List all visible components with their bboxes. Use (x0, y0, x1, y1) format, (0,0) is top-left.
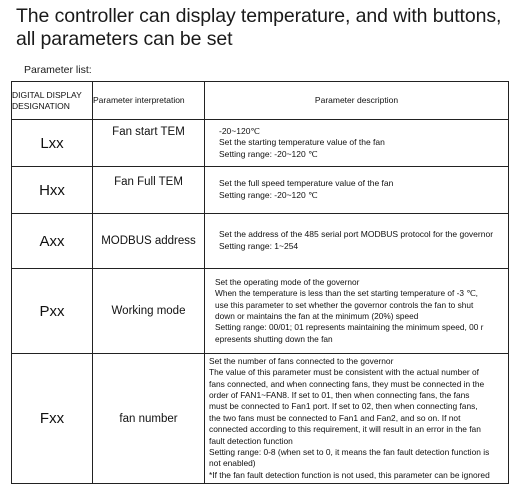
description-line: Set the starting temperature value of the fan (219, 137, 385, 148)
description-line: order of FAN1~FAN8. If set to 01, then when connecting fans, the fans (209, 389, 470, 400)
table-row (12, 354, 509, 484)
page-heading-line-1: The controller can display temperature, and with buttons, (16, 5, 502, 27)
header-display-line-1: DIGITAL DISPLAY (12, 89, 82, 100)
description-line: The value of this parameter must be consistent with the actual number of (209, 367, 479, 378)
description-line: fault detection function (209, 435, 293, 446)
description-line: Setting range: -20~120 ℃ (219, 190, 318, 200)
param-code: Pxx (12, 269, 93, 354)
param-code: Fxx (12, 354, 93, 484)
description-line: must be connected to Fan1 port. If set to 02, then when connecting fans, (209, 401, 478, 412)
header-display-designation (12, 82, 93, 120)
description-line: use this parameter to set whether the governor controls the fan to shut (215, 299, 474, 310)
param-description (205, 269, 509, 354)
description-line: Set the number of fans connected to the governor (209, 355, 394, 366)
param-code: Lxx (12, 120, 93, 167)
param-interpretation: Working mode (93, 269, 205, 354)
parameter-list-label: Parameter list: (24, 64, 92, 76)
parameter-table (11, 81, 509, 484)
table-row (12, 167, 509, 214)
description-line: not enabled) (209, 458, 256, 469)
description-line: Setting range: -20~120 ℃ (219, 148, 318, 159)
description-line: Set the operating mode of the governor (215, 276, 360, 287)
table-header-row (12, 82, 509, 120)
description-line: down or maintains the fan at the minimum (20%) speed (215, 311, 419, 321)
description-line: epresents shutting down the fan (215, 333, 333, 344)
description-line: connected according to this requirement, it will result in an error in the fan (209, 424, 481, 435)
description-line: the two fans must be connected to Fan1 and Fan2, and so on. If not (209, 412, 461, 423)
header-description: Parameter description (205, 82, 509, 120)
description-line: When the temperature is less than the set starting temperature of -3 ℃, (215, 288, 478, 299)
param-code: Axx (12, 214, 93, 269)
param-description (205, 354, 509, 484)
description-line: Set the full speed temperature value of the fan (219, 178, 394, 189)
param-code: Hxx (12, 167, 93, 214)
description-line: *If the fan fault detection function is not used, this parameter can be ignored (209, 469, 490, 480)
param-description (205, 167, 509, 214)
param-description (205, 120, 509, 167)
description-line: Setting range: 1~254 (219, 241, 299, 251)
description-line: Set the address of the 485 serial port MODBUS protocol for the governor (219, 229, 494, 240)
param-interpretation: fan number (93, 354, 205, 484)
param-interpretation: MODBUS address (93, 214, 205, 269)
table-row (12, 214, 509, 269)
page-heading (16, 5, 516, 51)
header-display-line-2: DESIGNATION (12, 100, 70, 111)
description-line: Setting range: 0-8 (when set to 0, it means the fan fault detection function is (209, 447, 490, 458)
description-line: fans connected, and when connecting fans, they must be connected in the (209, 378, 485, 389)
header-interpretation: Parameter interpretation (93, 82, 205, 120)
page-heading-line-2: all parameters can be set (16, 28, 233, 50)
param-description (205, 214, 509, 269)
description-line: -20~120℃ (219, 125, 260, 136)
description-line: Setting range: 00/01; 01 represents maintaining the minimum speed, 00 r (215, 322, 484, 333)
table-row (12, 269, 509, 354)
param-interpretation: Fan start TEM (93, 120, 205, 167)
param-interpretation: Fan Full TEM (93, 167, 205, 214)
table-row (12, 120, 509, 167)
